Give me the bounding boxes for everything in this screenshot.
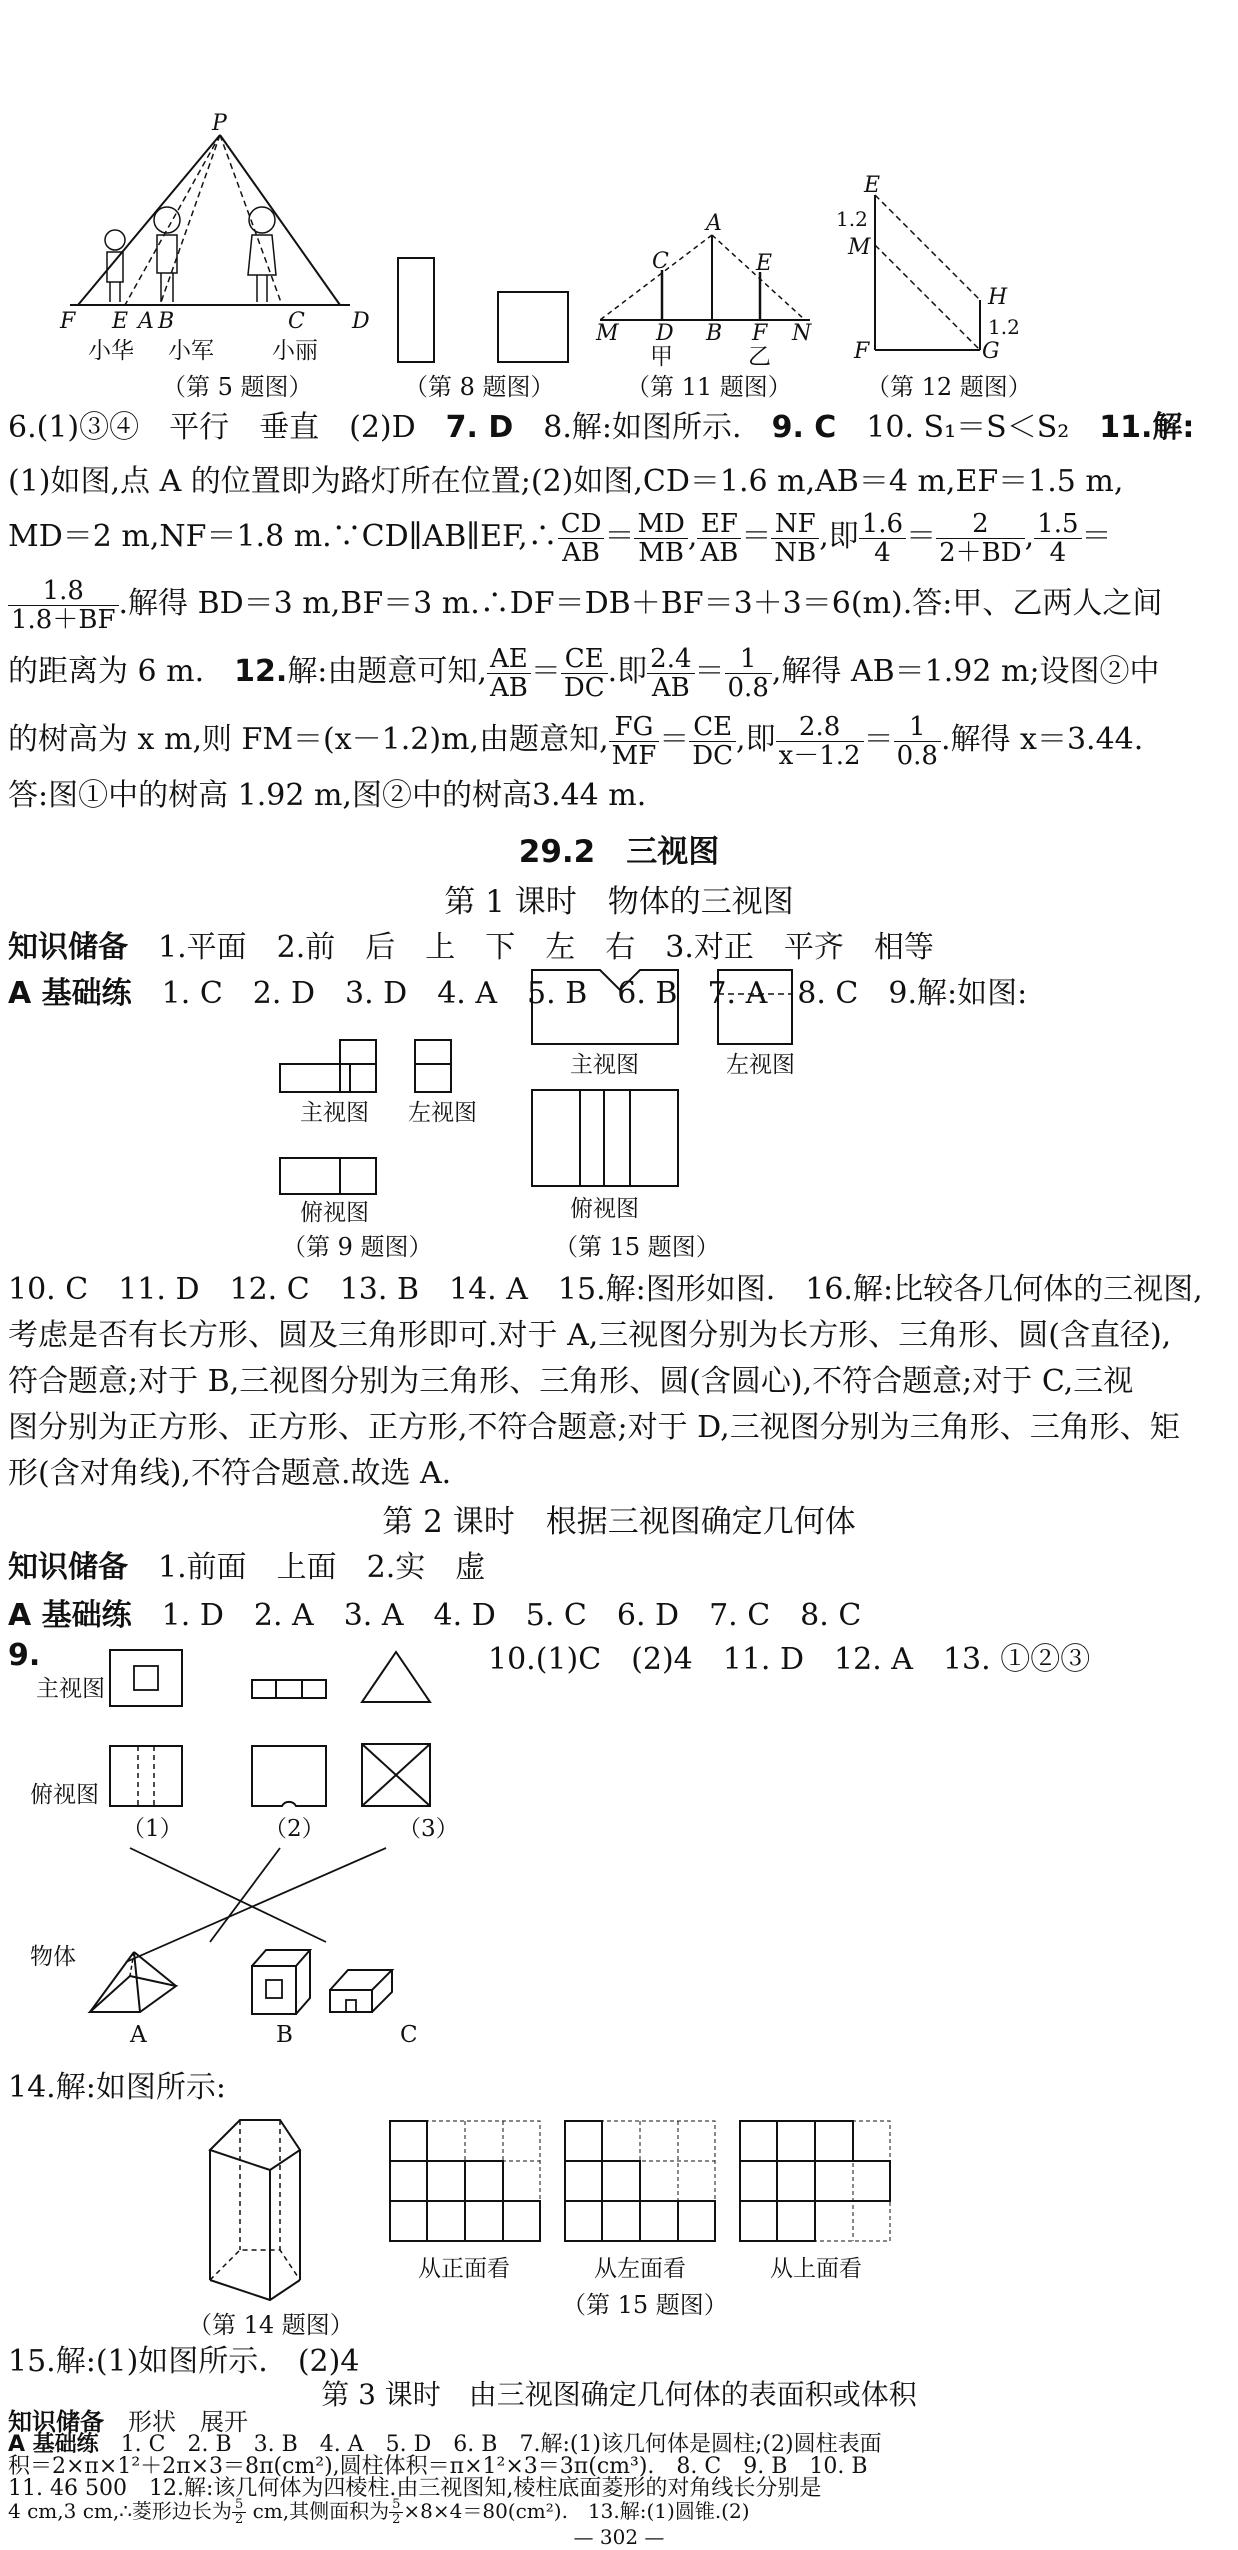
answer-line-q16-4 [8, 1406, 1180, 1450]
page-number: — 302 — [573, 2525, 665, 2549]
answer-line-4 [8, 572, 1162, 636]
frac-num: FG [609, 713, 660, 742]
fig11-label-b: B [706, 321, 723, 346]
q10b-text: 10.(1)C (2)4 11. D 12. A 13. ①②③ [488, 1642, 1091, 1677]
fig9b-num-2: （2） [264, 1816, 325, 1842]
lesson3-knowledge-line [8, 2410, 248, 2434]
fig12-label-m: M [848, 235, 871, 260]
fig15a-left-view: 左视图 [726, 1052, 795, 1078]
lesson1-basic-line [8, 972, 1027, 1016]
q12-answer: 答:图①中的树高 1.92 m,图②中的树高3.44 m. [8, 778, 647, 813]
q9b-number: 9. [8, 1638, 41, 1673]
fig5-name-xiaohua: 小华 [88, 338, 134, 364]
fig11-label-c: C [652, 249, 669, 274]
fig15b-left-label: 从左面看 [594, 2256, 686, 2282]
frac-num: MD [634, 510, 687, 539]
q12-line6-start: 的树高为 x m,则 FM＝(x－1.2)m,由题意知, [8, 722, 609, 757]
frac-den: MB [638, 537, 685, 568]
fig11-label-f: F [752, 321, 768, 346]
text-ji: ,即 [736, 722, 776, 757]
fraction-cd-ab [558, 510, 605, 567]
equals-sign: ＝ [863, 722, 894, 757]
lesson3-line4-start: 4 cm,3 cm,∴菱形边长为 [8, 2499, 232, 2523]
lesson2-q10-line [488, 1638, 1090, 1682]
fig12-label-e: E [864, 173, 881, 198]
equals-sign: ＝ [741, 519, 772, 554]
frac-den: 1.8＋BF [11, 604, 116, 635]
knowledge-label: 知识储备 [8, 930, 128, 965]
comma: , [1024, 519, 1035, 554]
basic-label: A 基础练 [8, 976, 132, 1011]
fig15a-caption: （第 15 题图） [554, 1233, 720, 1261]
frac-num: NF [771, 510, 819, 539]
q16-text-5: 形(含对角线),不符合题意.故选 A. [8, 1456, 452, 1491]
fig9b-object-label: 物体 [30, 1944, 76, 1970]
frac-den: 2 [234, 2512, 244, 2527]
figure-5 [40, 70, 380, 360]
knowledge-text: 1.平面 2.前 后 上 下 左 右 3.对正 平齐 相等 [128, 930, 934, 965]
frac-den: AB [562, 537, 600, 568]
knowledge-label: 知识储备 [8, 2408, 104, 2436]
equals-sign: ＝ [906, 519, 937, 554]
fig11-label-e: E [756, 251, 773, 276]
lesson2-title: 第 2 课时 根据三视图确定几何体 [382, 1504, 856, 1540]
lesson3-basic-line [8, 2434, 882, 2456]
basic-text: 1. D 2. A 3. A 4. D 5. C 6. D 7. C 8. C [131, 1598, 862, 1633]
equals-sign: ＝ [604, 519, 635, 554]
fraction-18-18bf [8, 577, 119, 634]
equals-sign: ＝ [694, 654, 725, 689]
fig5-label-p: P [212, 111, 227, 136]
q12-line6-end: .解得 x＝3.44. [940, 722, 1144, 757]
q11-part1: (1)如图,点 A 的位置即为路灯所在位置;(2)如图,CD＝1.6 m,AB＝4 m,EF＝1.5 m, [8, 464, 1124, 499]
frac-num: CE [689, 713, 736, 742]
lesson3-line4-mid: cm,其侧面积为 [246, 2499, 390, 2523]
knowledge-text: 1.前面 上面 2.实 虚 [128, 1550, 486, 1585]
fig11-label-m: M [596, 321, 619, 346]
fraction-5-2-b [389, 2498, 403, 2527]
fig5-label-b: B [158, 309, 175, 334]
q9-number: 9. C [771, 410, 837, 445]
figure-15b [385, 2116, 985, 2276]
frac-num: 2.8 [776, 713, 864, 742]
fraction-1-08-2 [894, 713, 941, 770]
equals-sign: ＝ [530, 654, 561, 689]
lesson2-knowledge-line [8, 1546, 485, 1590]
q10-16-text: 10. C 11. D 12. C 13. B 14. A 15.解:图形如图. 16.解:比较各几何体的三视图, [8, 1272, 1203, 1307]
fig11-label-jia: 甲 [650, 344, 673, 370]
fraction-ce-dc [561, 645, 608, 702]
fig5-label-e: E [112, 309, 129, 334]
lesson3-text-3: 11. 46 500 12.解:该几何体为四棱柱.由三视图知,棱柱底面菱形的对角线长分别是 [8, 2476, 822, 2501]
frac-den: 2 [392, 2512, 401, 2527]
fraction-24-ab [647, 645, 694, 702]
fig15b-top-label: 从上面看 [770, 2256, 862, 2282]
fig9-caption: （第 9 题图） [282, 1233, 433, 1261]
knowledge-text: 形状 展开 [104, 2408, 248, 2436]
figure-14 [200, 2110, 350, 2310]
fraction-1-08 [725, 645, 772, 702]
equals-sign: ＝ [659, 722, 690, 757]
fig12-label-f: F [854, 339, 870, 364]
frac-num: EF [697, 510, 741, 539]
fraction-ce-dc-2 [689, 713, 736, 770]
q7-number: 7. D [445, 410, 514, 445]
knowledge-label: 知识储备 [8, 1550, 128, 1585]
lesson3-title: 第 3 课时 由三视图确定几何体的表面积或体积 [321, 2378, 917, 2411]
basic-text: 1. C 2. D 3. D 4. A 5. B 6. B 7. A 8. C 9.解:如图: [131, 976, 1028, 1011]
answer-line-2 [8, 460, 1123, 504]
frac-den: MF [611, 740, 657, 771]
fig12-label-g: G [982, 339, 1000, 364]
fig12-label-h: H [988, 285, 1008, 310]
fig9-top-view: 俯视图 [300, 1200, 369, 1226]
frac-den: 0.8 [896, 740, 938, 771]
q12-text: 解:由题意可知, [287, 654, 487, 689]
q14-text: 14.解:如图所示: [8, 2070, 226, 2105]
text-ji: ,即 [819, 519, 859, 554]
frac-den: AB [651, 672, 690, 703]
fraction-5-2 [232, 2498, 246, 2527]
frac-den: 4 [1049, 537, 1067, 568]
fig5-label-f: F [60, 309, 76, 334]
fig11-caption: （第 11 题图） [626, 373, 792, 401]
fig15a-top-view: 俯视图 [570, 1196, 639, 1222]
frac-den: AB [489, 672, 528, 703]
fig5-name-xiaojun: 小军 [168, 338, 214, 364]
frac-num: 5 [232, 2498, 246, 2513]
frac-den: 4 [874, 537, 891, 568]
answer-line-7 [8, 774, 646, 818]
lesson3-text-2: 积＝2×π×1²＋2π×3＝8π(cm²),圆柱体积＝π×1²×3＝3π(cm³). 8. C 9. B 10. B [8, 2454, 868, 2479]
frac-num: 1.8 [8, 577, 119, 606]
frac-num: 2 [936, 510, 1025, 539]
fig9b-letter-a: A [130, 2022, 147, 2048]
fig5-label-d: D [352, 309, 370, 334]
q15-line [8, 2340, 359, 2384]
fig14-caption: （第 14 题图） [188, 2311, 354, 2339]
fig15a-main-view: 主视图 [570, 1052, 639, 1078]
frac-num: 2.4 [647, 645, 694, 674]
fig8-caption: （第 8 题图） [404, 373, 555, 401]
fig5-label-c: C [288, 309, 305, 334]
q11-line4-text: .解得 BD＝3 m,BF＝3 m.∴DF＝DB＋BF＝3＋3＝6(m).答:甲、乙两人之间 [118, 586, 1163, 621]
q8-text: 8.解:如图所示. [513, 410, 772, 445]
lesson1-title: 第 1 课时 物体的三视图 [444, 884, 794, 920]
text-ji: .即 [607, 654, 648, 689]
fig11-label-d: D [656, 321, 674, 346]
frac-num: 1.6 [859, 510, 906, 539]
fig12-caption: （第 12 题图） [866, 373, 1032, 401]
frac-den: AB [700, 537, 739, 568]
fraction-ae-ab [487, 645, 531, 702]
lesson2-basic-line [8, 1594, 861, 1638]
fig9b-letter-c: C [400, 2022, 418, 2048]
fraction-fg-mf [609, 713, 660, 770]
comma: , [687, 519, 698, 554]
q11-line5-start: 的距离为 6 m. [8, 654, 235, 689]
fig11-label-yi: 乙 [748, 344, 771, 370]
q11-number: 11.解: [1099, 410, 1195, 445]
frac-num: CD [558, 510, 605, 539]
fig9b-num-3: （3） [398, 1816, 459, 1842]
answer-line-6 [8, 406, 1194, 450]
frac-den: NB [774, 537, 817, 568]
answer-line-5 [8, 640, 1160, 704]
basic-label: A 基础练 [8, 1598, 132, 1633]
basic-label: A 基础练 [8, 2432, 99, 2457]
fig9b-top-view-label: 俯视图 [30, 1782, 99, 1808]
answer-line-q10-16 [8, 1268, 1203, 1312]
fig5-label-a: A [138, 309, 154, 334]
answer-line-q16-3 [8, 1360, 1133, 1404]
frac-den: 2＋BD [939, 537, 1022, 568]
fig5-name-xiaoli: 小丽 [272, 338, 318, 364]
basic-text: 1. C 2. B 3. B 4. A 5. D 6. B 7.解:(1)该几何体是圆柱;(2)圆柱表面 [98, 2432, 882, 2457]
fraction-16-4 [859, 510, 906, 567]
fig12-label-12b: 1.2 [988, 315, 1020, 339]
frac-num: CE [561, 645, 608, 674]
frac-num: 1.5 [1034, 510, 1081, 539]
frac-den: DC [692, 740, 734, 771]
fraction-ef-ab [697, 510, 741, 567]
q16-text-2: 考虑是否有长方形、圆及三角形即可.对于 A,三视图分别为长方形、三角形、圆(含直径), [8, 1318, 1172, 1353]
fig9b-num-1: （1） [122, 1816, 183, 1842]
q6-text: 6.(1)③④ 平行 垂直 (2)D [8, 410, 446, 445]
section-title: 29.2 三视图 [518, 834, 720, 870]
fig11-label-a: A [706, 211, 722, 236]
equals-sign: ＝ [1081, 519, 1112, 554]
fraction-2-2bd [936, 510, 1025, 567]
fig15b-front-label: 从正面看 [418, 2256, 510, 2282]
fig12-label-12a: 1.2 [836, 207, 868, 231]
q12-line5-end: ,解得 AB＝1.92 m;设图②中 [771, 654, 1160, 689]
q10-text: 10. S₁＝S＜S₂ [836, 410, 1100, 445]
lesson3-line-4 [8, 2496, 750, 2527]
frac-num: 5 [389, 2498, 403, 2513]
q11-line3-start: MD＝2 m,NF＝1.8 m.∵CD∥AB∥EF,∴ [8, 519, 558, 554]
answer-line-q16-2 [8, 1314, 1171, 1358]
frac-num: 1 [725, 645, 772, 674]
frac-den: x－1.2 [778, 740, 861, 771]
answer-line-6b [8, 708, 1143, 772]
q16-text-4: 图分别为正方形、正方形、正方形,不符合题意;对于 D,三视图分别为三角形、三角形、矩 [8, 1410, 1180, 1445]
figure-15a [530, 960, 810, 1200]
fig15b-caption: （第 15 题图） [562, 2291, 728, 2319]
fig9b-letter-b: B [276, 2022, 293, 2048]
fraction-28-x12 [776, 713, 864, 770]
frac-num: 1 [894, 713, 941, 742]
figure-8 [390, 250, 590, 370]
fraction-md-mb [634, 510, 687, 567]
lesson3-line-2 [8, 2456, 868, 2478]
q15-text: 15.解:(1)如图所示. (2)4 [8, 2344, 360, 2379]
lesson3-line4-end: ×8×4＝80(cm²). 13.解:(1)圆锥.(2) [403, 2499, 750, 2523]
fraction-nf-nb [771, 510, 819, 567]
fraction-15-4 [1034, 510, 1081, 567]
frac-num: AE [487, 645, 531, 674]
fig5-caption: （第 5 题图） [162, 373, 313, 401]
q16-text-3: 符合题意;对于 B,三视图分别为三角形、三角形、圆(含圆心),不符合题意;对于 C,三视 [8, 1364, 1134, 1399]
frac-den: 0.8 [727, 672, 769, 703]
answer-line-q16-5 [8, 1452, 451, 1496]
fig11-label-n: N [792, 321, 812, 346]
fig9b-main-view-label: 主视图 [36, 1676, 105, 1702]
fig9-main-view: 主视图 [300, 1100, 369, 1126]
frac-den: DC [563, 672, 605, 703]
fig9-left-view: 左视图 [408, 1100, 477, 1126]
q12-number: 12. [234, 654, 288, 689]
answer-line-3 [8, 505, 1112, 569]
q14-line [8, 2066, 226, 2110]
